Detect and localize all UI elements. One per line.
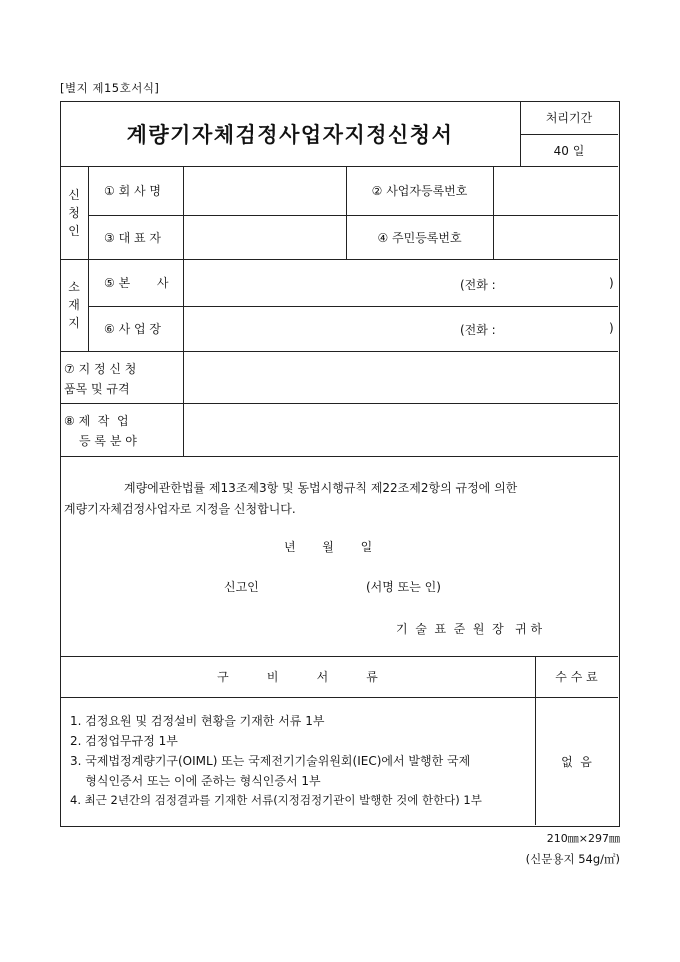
designation-items-label: ⑦ 지 정 신 청 품목 및 규격	[64, 362, 137, 396]
head-office-phone-close: )	[609, 276, 614, 290]
manufacturing-field-input[interactable]	[184, 404, 617, 455]
workplace-label: ⑥ 사 업 장	[104, 322, 161, 336]
form-number-label: [별지 제15호서식]	[60, 81, 160, 95]
processing-period-value: 40 일	[553, 143, 585, 158]
declaration-line-1: 계량에관한법률 제13조제3항 및 동법시행규칙 제22조제2항의 규정에 의한	[124, 481, 518, 495]
fee-value: 없 음	[561, 754, 592, 769]
list-item: 3. 국제법정계량기구(OIML) 또는 국제전기기술위원회(IEC)에서 발행한 국제	[70, 754, 471, 768]
business-reg-no-label: ② 사업자등록번호	[371, 184, 468, 198]
signature-label[interactable]: (서명 또는 인)	[366, 580, 441, 594]
workplace-phone-label: (전화 :	[460, 323, 496, 337]
fee-header: 수 수 료	[555, 670, 598, 684]
processing-period-label: 처리기간	[545, 111, 593, 125]
paper-type: (신문용지 54g/㎡)	[525, 852, 620, 866]
required-documents-header: 구 비 서 류	[217, 670, 378, 684]
resident-reg-no-field[interactable]	[494, 216, 617, 258]
representative-field[interactable]	[184, 216, 345, 258]
company-name-field[interactable]	[184, 167, 345, 214]
application-date[interactable]: 년 월 일	[284, 540, 373, 554]
manufacturing-field-label: ⑧ 제 작 업 등 록 분 야	[64, 414, 137, 448]
list-item: 형식인증서 또는 이에 준하는 형식인증서 1부	[70, 774, 321, 788]
workplace-phone-close: )	[609, 321, 614, 335]
list-item: 4. 최근 2년간의 검정결과를 기재한 서류(지정검정기관이 발행한 것에 한한다) 1부	[70, 793, 482, 807]
head-office-label: ⑤ 본 사	[104, 276, 169, 290]
divider	[88, 166, 89, 351]
declaration-line-2: 계량기자체검정사업자로 지정을 신청합니다.	[64, 502, 296, 516]
list-item: 2. 검정업무규정 1부	[70, 734, 178, 748]
business-reg-no-field[interactable]	[494, 167, 617, 214]
head-office-field[interactable]	[184, 260, 617, 305]
designation-items-field[interactable]	[184, 352, 617, 402]
paper-size: 210㎜×297㎜	[546, 832, 620, 845]
list-item: 1. 검정요원 및 검정설비 현황을 기재한 서류 1부	[70, 714, 325, 728]
applicant-group-label: 신 청 인	[68, 187, 80, 238]
company-name-label: ① 회 사 명	[104, 184, 161, 198]
workplace-field[interactable]	[184, 307, 617, 350]
form-title: 계량기자체검정사업자지정신청서	[126, 121, 454, 147]
representative-label: ③ 대 표 자	[104, 230, 161, 245]
location-group-label: 소 재 지	[68, 280, 80, 330]
divider	[60, 456, 618, 457]
applicant-signer-label: 신고인	[224, 580, 259, 594]
resident-reg-no-label: ④ 주민등록번호	[377, 230, 462, 245]
addressee: 기 술 표 준 원 장 귀 하	[396, 622, 543, 636]
head-office-phone-label: (전화 :	[460, 278, 496, 292]
